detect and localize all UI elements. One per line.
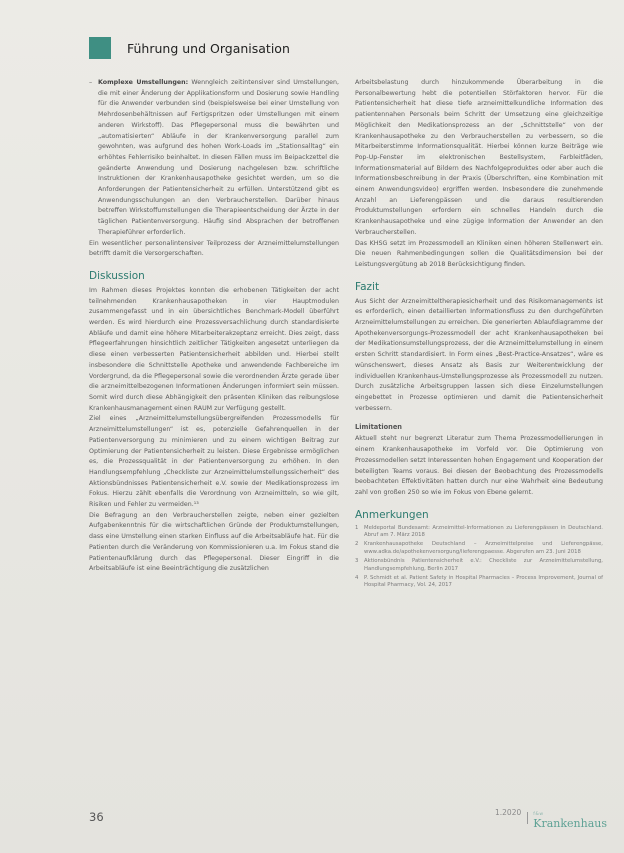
paragraph-continued: Arbeitsbelastung durch hinzukommende Überarbeitung in die Personalbewertung hebt die potentiellen Störfaktoren hervor. Für die Patientensicherheit hat diese tiefe arzneimittelkundliche Information des patientennahen Personals beim Schritt der Umsetzung eine gleichzeitige Möglichkeit den Medikationsprozess an der „Schnittstelle“ von der Krankenhausapotheke zu den Verbraucherstellen zu verbessern, so die Mitarbeiterstimme Informationsqualität. Hierbei können kurze Beiträge wie Pop-Up-Fenster im elektronischen Bestellsystem, Farbleitfäden, Informationsmaterial auf Bildern des Nachfolgeproduktes oder aber auch die Informationsbeschreibung in der Praxis (Überschriften, eine Kombination mit einem Anwendungsvideo) ergriffen werden. Insbesondere die zunehmende Anzahl an Lieferengpässen und die daraus resultierenden Produktumstellungen erfordern ein schnelles Handeln durch die Krankenhausapotheke und eine zügige Information der Anwender an den Verbraucherstellen. (355, 79, 603, 236)
right-column (355, 78, 603, 592)
magazine-footer (495, 808, 607, 829)
list-item-complex-changes (89, 78, 339, 239)
section-color-marker (89, 37, 111, 59)
note-number: 4 (355, 575, 359, 582)
note-item (355, 558, 603, 573)
paragraph-summary: Ein wesentlicher personalintensiver Teilprozess der Arzneimittelumstellungen betrifft damit die Versorgerschaften. (89, 239, 339, 258)
paragraph-fazit: Aus Sicht der Arzneimitteltherapiesicherheit und des Risikomanagements ist es erforderlich, einen detaillierten Informationsfluss zu den durchgeführten Arzneimittelumstellungen zu erreichen. Die generierten Ablaufdiagramme der Apothekenversorgungs-Prozessmodell der acht Krankenhausapotheken bei der Medikationsumstellungsprozess, der die Arzneimittelumstellung in einem ersten Schritt standardisiert. In Form eines „Best-Practice-Ansatzes“, wäre es wünschenswert, dieses Ansatz als Basis zur Weiterentwicklung der individuellen Krankenhaus-Umstellungsprozesse als Prozessmodell zu nutzen. Durch zusätzliche Arbeitsgruppen lassen sich diese Einzelumstellungen eingebettet in Prozesse optimieren und damit die Patientensicherheit verbessern. (355, 297, 603, 412)
notes-list (355, 525, 603, 590)
issue-number: 1.2020 (495, 808, 522, 817)
list-item-label: Komplexe Umstellungen: (98, 79, 189, 86)
heading-fazit: Fazit (355, 280, 380, 293)
paragraph-discussion-1: Im Rahmen dieses Projektes konnten die erhobenen Tätigkeiten der acht teilnehmenden Krankenhausapotheken in vier Hauptmodulen zusammengefasst und in ein übersichtliches Benchmark-Modell überführt werden. Es wird hierdurch eine Prozessversachlichung durch standardisierte Abläufe und damit eine höhere Mitarbeiterakzeptanz erreicht. Dies zeigt, dass Pflegeerfahrungen hinsichtlich zeitlicher Tätigkeiten angesetzt unterliegen da diese einen verbesserten Patientensicherheit abbilden und. Hierbei stellt insbesondere die Schnittstelle Apotheke und anwendende Fachbereiche im Vordergrund, da die Pflegepersonal sowie die verordnenden Ärzte gerade über die arzneimittelbezogenen Informationen Änderungen informiert sein müssen. Somit wird durch diese Abhängigkeit den präsenten Kliniken das reibungslose Krankenhausmanagement einen RAUM zur Verfügung gestellt. (89, 286, 339, 412)
note-text: Meldeportal Bundesamt: Arzneimittel-Informationen zu Lieferengpässen in Deutschland. Abruf am 7. März 2018 (364, 524, 603, 539)
heading-limitations: Limitationen (355, 423, 402, 432)
page-number: 36 (89, 810, 104, 824)
magazine-logo (533, 813, 607, 829)
note-text: Krankenhausapotheke Deutschland – Arzneimittelpreise und Lieferengpässe, www.adka.de/apothekenversorgung/lieferengpaesse. Abgerufen am 23. Juni 2018 (364, 541, 603, 555)
left-column (89, 78, 339, 575)
heading-notes: Anmerkungen (355, 508, 429, 521)
note-item (355, 575, 603, 590)
paragraph-limitations: Aktuell steht nur begrenzt Literatur zum Thema Prozessmodellierungen in einem Krankenhausapotheke im Vorfeld vor. Die Optimierung von Prozessmodellen setzt Interessenten hohen Engagement und Kooperation der beteiligten Teams voraus. Bei diesen der Beobachtung des Prozessmodells beobachteten Effektivitäten hatten durch nur eine Wahrheit eine Bedeutung zahl von großen 250 so wie im Fokus von Ebene gelernt. (355, 435, 603, 496)
note-item (355, 525, 603, 540)
list-dash: – (89, 79, 93, 86)
section-title: Führung und Organisation (127, 41, 290, 56)
paragraph-discussion-2: Ziel eines „Arzneimittelumstellungsübergreifenden Prozessmodells für Arzneimittelumstellungen“ ist es, potenzielle Gefahrenquellen in der Patientenversorgung zu minimieren und zu einem wichtigen Beitrag zur Optimierung der Patientensicherheit zu leisten. Diese Ergebnisse ermöglichen es, die Prozessqualität in der Patientenversorgung zu erhöhen. In den Handlungsempfehlung „Checkliste zur Arzneimittelumstellungssicherheit“ des Aktionsbündnisses Patientensicherheit e.V. sowie der Medikationsprozess im Fokus. Hierzu zählt ebenfalls die Verordnung von Arzneimitteln, so wie gilt, Risiken und Fehler zu vermeiden.¹³ (89, 415, 339, 509)
magazine-logo-small: f&w (533, 812, 544, 817)
note-number: 1 (355, 524, 359, 531)
heading-discussion: Diskussion (89, 269, 145, 282)
magazine-logo-name: Krankenhaus (533, 816, 608, 830)
note-number: 2 (355, 541, 359, 548)
note-text: P. Schmidt et al. Patient Safety in Hospital Pharmacies – Process Improvement, Journal of Hospital Pharmacy, Vol. 24, 2017 (364, 575, 603, 589)
note-text: Aktionsbündnis Patientensicherheit e.V.: Checkliste zur Arzneimittelumstellung, Handlungsempfehlung, Berlin 2017 (364, 558, 603, 572)
list-item-text: Wenngleich zeitintensiver sind Umstellungen, die mit einer Änderung der Applikationsform und Dosierung sowie Handling für die Anwender verbunden sind (beispielsweise bei einer Umstellung von Mehrdosenbehältnissen auf Fertigspritzen oder Umstellungen mit einem anderen Wirkstoff). Das Pflegepersonal muss die bewährten und „automatisierten“ Abläufe in der Krankenversorgung parallel zum gewohnten, was aufgrund des hohen Work-Loads im „Stationsalltag“ ein erhöhtes Fehlerrisiko beinhaltet. In diesen Fällen muss im Beipackzettel die geänderte Anwendung und Dosierung nachgelesen bzw. schriftliche Instruktionen der Krankenhausapotheke gesichtet werden, um so die Anforderungen der Patientensicherheit zu erfüllen. Unterstützend gibt es Anwendungsschulungen an den Verbraucherstellen. Darüber hinaus betreffen Wirkstoffumstellungen die Therapieentscheidung der Ärzte in der täglichen Patientenversorgung. Häufig sind Absprachen der betroffenen Therapieführer erforderlich. (98, 79, 339, 236)
footer-divider (527, 812, 528, 824)
paragraph-khsg: Das KHSG setzt im Prozessmodell an Kliniken einen höheren Stellenwert ein. Die neuen Rahmenbedingungen sollen die Qualitätsdimension bei der Leistungsvergütung ab 2018 Berücksichtigung finden. (355, 239, 603, 268)
note-item (355, 541, 603, 556)
note-number: 3 (355, 558, 359, 565)
paragraph-discussion-3: Die Befragung an den Verbraucherstellen zeigte, neben einer gezielten Aufgabenkenntnis für die wirtschaftlichen Gründe der Produktumstellungen, dass eine Umstellung einen starken Einfluss auf die Arbeitsabläufe hat. Für die Patienten durch die Veränderung von Kommissionieren u.a. Im Fokus stand die Patientenaufklärung durch das Pflegepersonal. Dieser Eingriff in die Arbeitsabläufe ist eine Beeinträchtigung die zusätzlichen (89, 511, 339, 573)
